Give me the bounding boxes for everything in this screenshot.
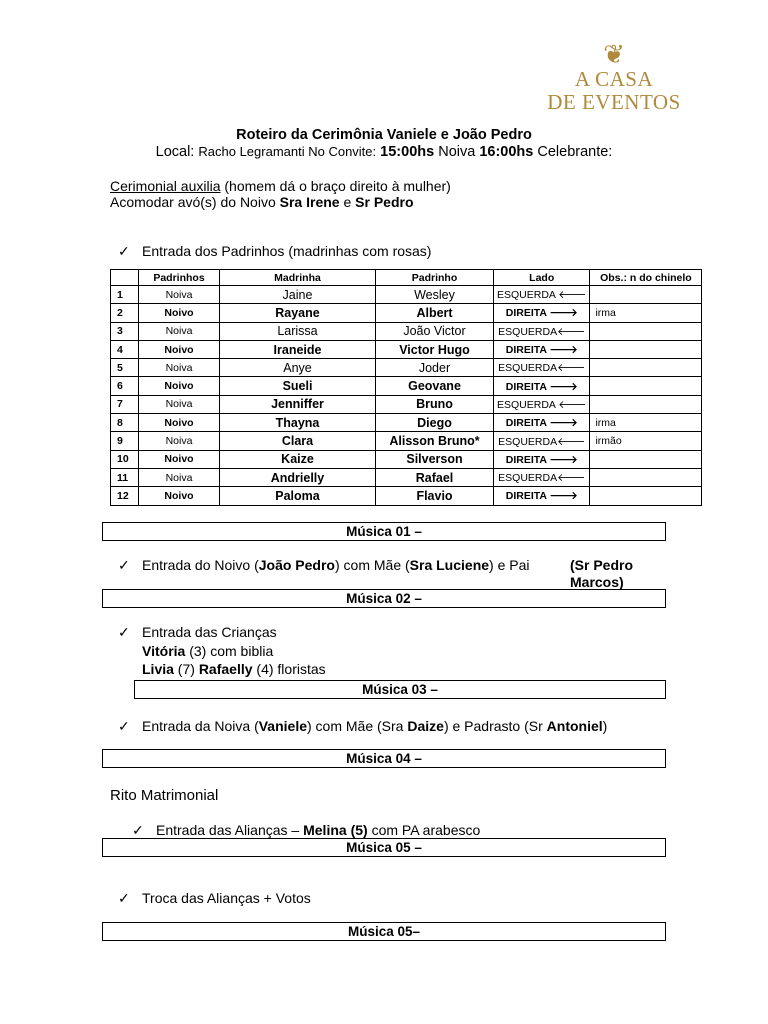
col-header-padrinho: Padrinho (376, 270, 494, 286)
noiva-padrasto-name: Antoniel (546, 718, 603, 734)
row-lado: ESQUERDA🡐 (494, 468, 590, 486)
check-icon: ✓ (118, 557, 130, 573)
row-obs (590, 395, 702, 413)
row-lado: DIREITA 🡒 (494, 304, 590, 322)
row-obs (590, 286, 702, 304)
musica-02-box: Música 02 – (102, 589, 666, 608)
row-madrinha: Paloma (220, 487, 376, 505)
row-madrinha: Jaine (220, 286, 376, 304)
row-obs (590, 322, 702, 340)
padrinhos-entry (118, 243, 431, 260)
noiva-entry-text-4: ) (602, 718, 608, 734)
noivo-name: João Pedro (258, 557, 335, 573)
row-madrinha: Thayna (220, 414, 376, 432)
aliancas-entry (132, 822, 480, 839)
row-madrinha: Iraneide (220, 340, 376, 358)
table-row (111, 414, 702, 432)
musica-03-box: Música 03 – (134, 680, 666, 699)
col-header-lado: Lado (494, 270, 590, 286)
acomodar-line (110, 194, 414, 211)
musica-06-box: Música 05– (102, 922, 666, 941)
crianca-1-detail: (3) com biblia (189, 643, 274, 659)
row-side: Noivo (139, 340, 220, 358)
row-number: 3 (111, 322, 139, 340)
cerimonial-label: Cerimonial auxilia (110, 178, 221, 194)
check-icon: ✓ (118, 624, 130, 640)
table-row (111, 359, 702, 377)
acomodar-conj: e (343, 194, 352, 210)
row-lado: DIREITA 🡒 (494, 340, 590, 358)
table-header-row (111, 270, 702, 286)
row-obs: irma (590, 414, 702, 432)
noiva-entry-text-1: Entrada da Noiva ( (142, 718, 259, 734)
table-row (111, 468, 702, 486)
musica-05-box: Música 05 – (102, 838, 666, 857)
row-number: 12 (111, 487, 139, 505)
row-madrinha: Clara (220, 432, 376, 450)
row-side: Noiva (139, 359, 220, 377)
row-number: 6 (111, 377, 139, 395)
table-row (111, 432, 702, 450)
row-madrinha: Larissa (220, 322, 376, 340)
musica-04-box: Música 04 – (102, 749, 666, 768)
col-header-num (111, 270, 139, 286)
row-obs (590, 377, 702, 395)
row-number: 8 (111, 414, 139, 432)
aliancas-text-2: com PA arabesco (371, 822, 481, 838)
logo-line-2: DE EVENTOS (547, 90, 681, 114)
check-icon: ✓ (118, 243, 130, 259)
noivo-entry-text-1: Entrada do Noivo ( (142, 557, 259, 573)
logo-line-1: A CASA (574, 67, 654, 91)
crianca-2-age: (7) (177, 661, 195, 677)
document-title: Roteiro da Cerimônia Vaniele e João Pedro (236, 127, 532, 143)
noiva-name: Vaniele (258, 718, 307, 734)
noiva-label: Noiva (438, 144, 476, 160)
logo-ornament-icon: ❦ (603, 40, 625, 69)
cerimonial-note: (homem dá o braço direito à mulher) (224, 178, 451, 194)
noivo-entry-text-2: ) com Mãe ( (334, 557, 410, 573)
row-madrinha: Sueli (220, 377, 376, 395)
noiva-entry-text-2: ) com Mãe (Sra (307, 718, 404, 734)
row-obs (590, 340, 702, 358)
row-lado: ESQUERDA 🡐 (494, 286, 590, 304)
table-row (111, 377, 702, 395)
noivo-pai-name: (Sr Pedro Marcos) (570, 557, 634, 590)
check-icon: ✓ (118, 890, 130, 906)
row-lado: DIREITA 🡒 (494, 450, 590, 468)
table-row (111, 340, 702, 358)
row-obs: irma (590, 304, 702, 322)
table-row (111, 322, 702, 340)
table-row (111, 304, 702, 322)
noiva-time: 16:00hs (479, 144, 534, 160)
acomodar-prefix: Acomodar avó(s) do Noivo (110, 194, 276, 210)
table-row (111, 286, 702, 304)
row-madrinha: Jenniffer (220, 395, 376, 413)
celebrante-label: Celebrante: (537, 144, 613, 160)
rito-heading: Rito Matrimonial (110, 787, 219, 804)
row-obs (590, 468, 702, 486)
avo-name-1: Sra Irene (279, 194, 340, 210)
table-row (111, 450, 702, 468)
header-info (0, 144, 768, 160)
row-padrinho: Wesley (376, 286, 494, 304)
row-madrinha: Rayane (220, 304, 376, 322)
padrinhos-entry-text: Entrada dos Padrinhos (madrinhas com rosas) (142, 243, 432, 259)
row-lado: DIREITA 🡒 (494, 487, 590, 505)
troca-entry (118, 890, 311, 907)
crianca-3-name: Rafaelly (198, 661, 253, 677)
row-number: 1 (111, 286, 139, 304)
row-number: 5 (111, 359, 139, 377)
row-padrinho: Bruno (376, 395, 494, 413)
row-lado: DIREITA 🡒 (494, 414, 590, 432)
noiva-entry-text-3: ) e Padrasto (Sr (443, 718, 543, 734)
row-number: 2 (111, 304, 139, 322)
musica-01-box: Música 01 – (102, 522, 666, 541)
row-number: 10 (111, 450, 139, 468)
padrinhos-table (110, 269, 702, 506)
table-row (111, 395, 702, 413)
row-side: Noivo (139, 487, 220, 505)
row-number: 4 (111, 340, 139, 358)
crianca-3-detail: (4) floristas (256, 661, 326, 677)
check-icon: ✓ (118, 718, 130, 734)
row-padrinho: Flavio (376, 487, 494, 505)
row-lado: ESQUERDA🡐 (494, 432, 590, 450)
row-side: Noiva (139, 395, 220, 413)
row-lado: ESQUERDA🡐 (494, 359, 590, 377)
aliancas-name: Melina (5) (303, 822, 368, 838)
row-side: Noivo (139, 450, 220, 468)
col-header-obs: Obs.: n do chinelo (590, 270, 702, 286)
row-padrinho: Albert (376, 304, 494, 322)
row-side: Noiva (139, 322, 220, 340)
crianca-2-name: Livia (142, 661, 174, 677)
row-side: Noiva (139, 286, 220, 304)
row-obs (590, 450, 702, 468)
row-padrinho: Joder (376, 359, 494, 377)
row-side: Noiva (139, 432, 220, 450)
row-padrinho: Diego (376, 414, 494, 432)
aliancas-text-1: Entrada das Alianças – (156, 822, 300, 838)
row-number: 9 (111, 432, 139, 450)
noiva-entry (118, 718, 607, 735)
local-value: Racho Legramanti No Convite: (198, 144, 377, 159)
cerimonial-line (110, 178, 451, 195)
row-madrinha: Kaize (220, 450, 376, 468)
noivo-mae-name: Sra Luciene (409, 557, 490, 573)
row-padrinho: Rafael (376, 468, 494, 486)
noiva-mae-name: Daize (407, 718, 444, 734)
row-lado: ESQUERDA 🡐 (494, 395, 590, 413)
company-logo (540, 42, 688, 114)
row-number: 7 (111, 395, 139, 413)
row-obs (590, 359, 702, 377)
row-padrinho: Silverson (376, 450, 494, 468)
table-row (111, 487, 702, 505)
row-obs (590, 487, 702, 505)
row-side: Noivo (139, 377, 220, 395)
row-lado: ESQUERDA🡐 (494, 322, 590, 340)
row-padrinho: Alisson Bruno* (376, 432, 494, 450)
col-header-padrinhos: Padrinhos (139, 270, 220, 286)
criancas-entry-text: Entrada das Crianças (142, 624, 277, 640)
row-madrinha: Andrielly (220, 468, 376, 486)
row-padrinho: Victor Hugo (376, 340, 494, 358)
criancas-entry (118, 624, 277, 641)
row-side: Noivo (139, 414, 220, 432)
crianca-line-1 (142, 643, 273, 660)
convite-time: 15:00hs (380, 144, 435, 160)
troca-text: Troca das Alianças + Votos (142, 890, 311, 906)
row-padrinho: Geovane (376, 377, 494, 395)
row-madrinha: Anye (220, 359, 376, 377)
crianca-1-name: Vitória (142, 643, 186, 659)
row-lado: DIREITA 🡒 (494, 377, 590, 395)
noivo-pai-wrap (142, 557, 642, 591)
avo-name-2: Sr Pedro (355, 194, 414, 210)
local-label: Local: (155, 144, 195, 160)
row-number: 11 (111, 468, 139, 486)
crianca-line-2 (142, 661, 326, 678)
check-icon: ✓ (132, 822, 144, 838)
row-side: Noivo (139, 304, 220, 322)
noivo-entry-text-3: ) e Pai (489, 557, 530, 573)
col-header-madrinha: Madrinha (220, 270, 376, 286)
row-padrinho: João Victor (376, 322, 494, 340)
row-side: Noiva (139, 468, 220, 486)
row-obs: irmão (590, 432, 702, 450)
